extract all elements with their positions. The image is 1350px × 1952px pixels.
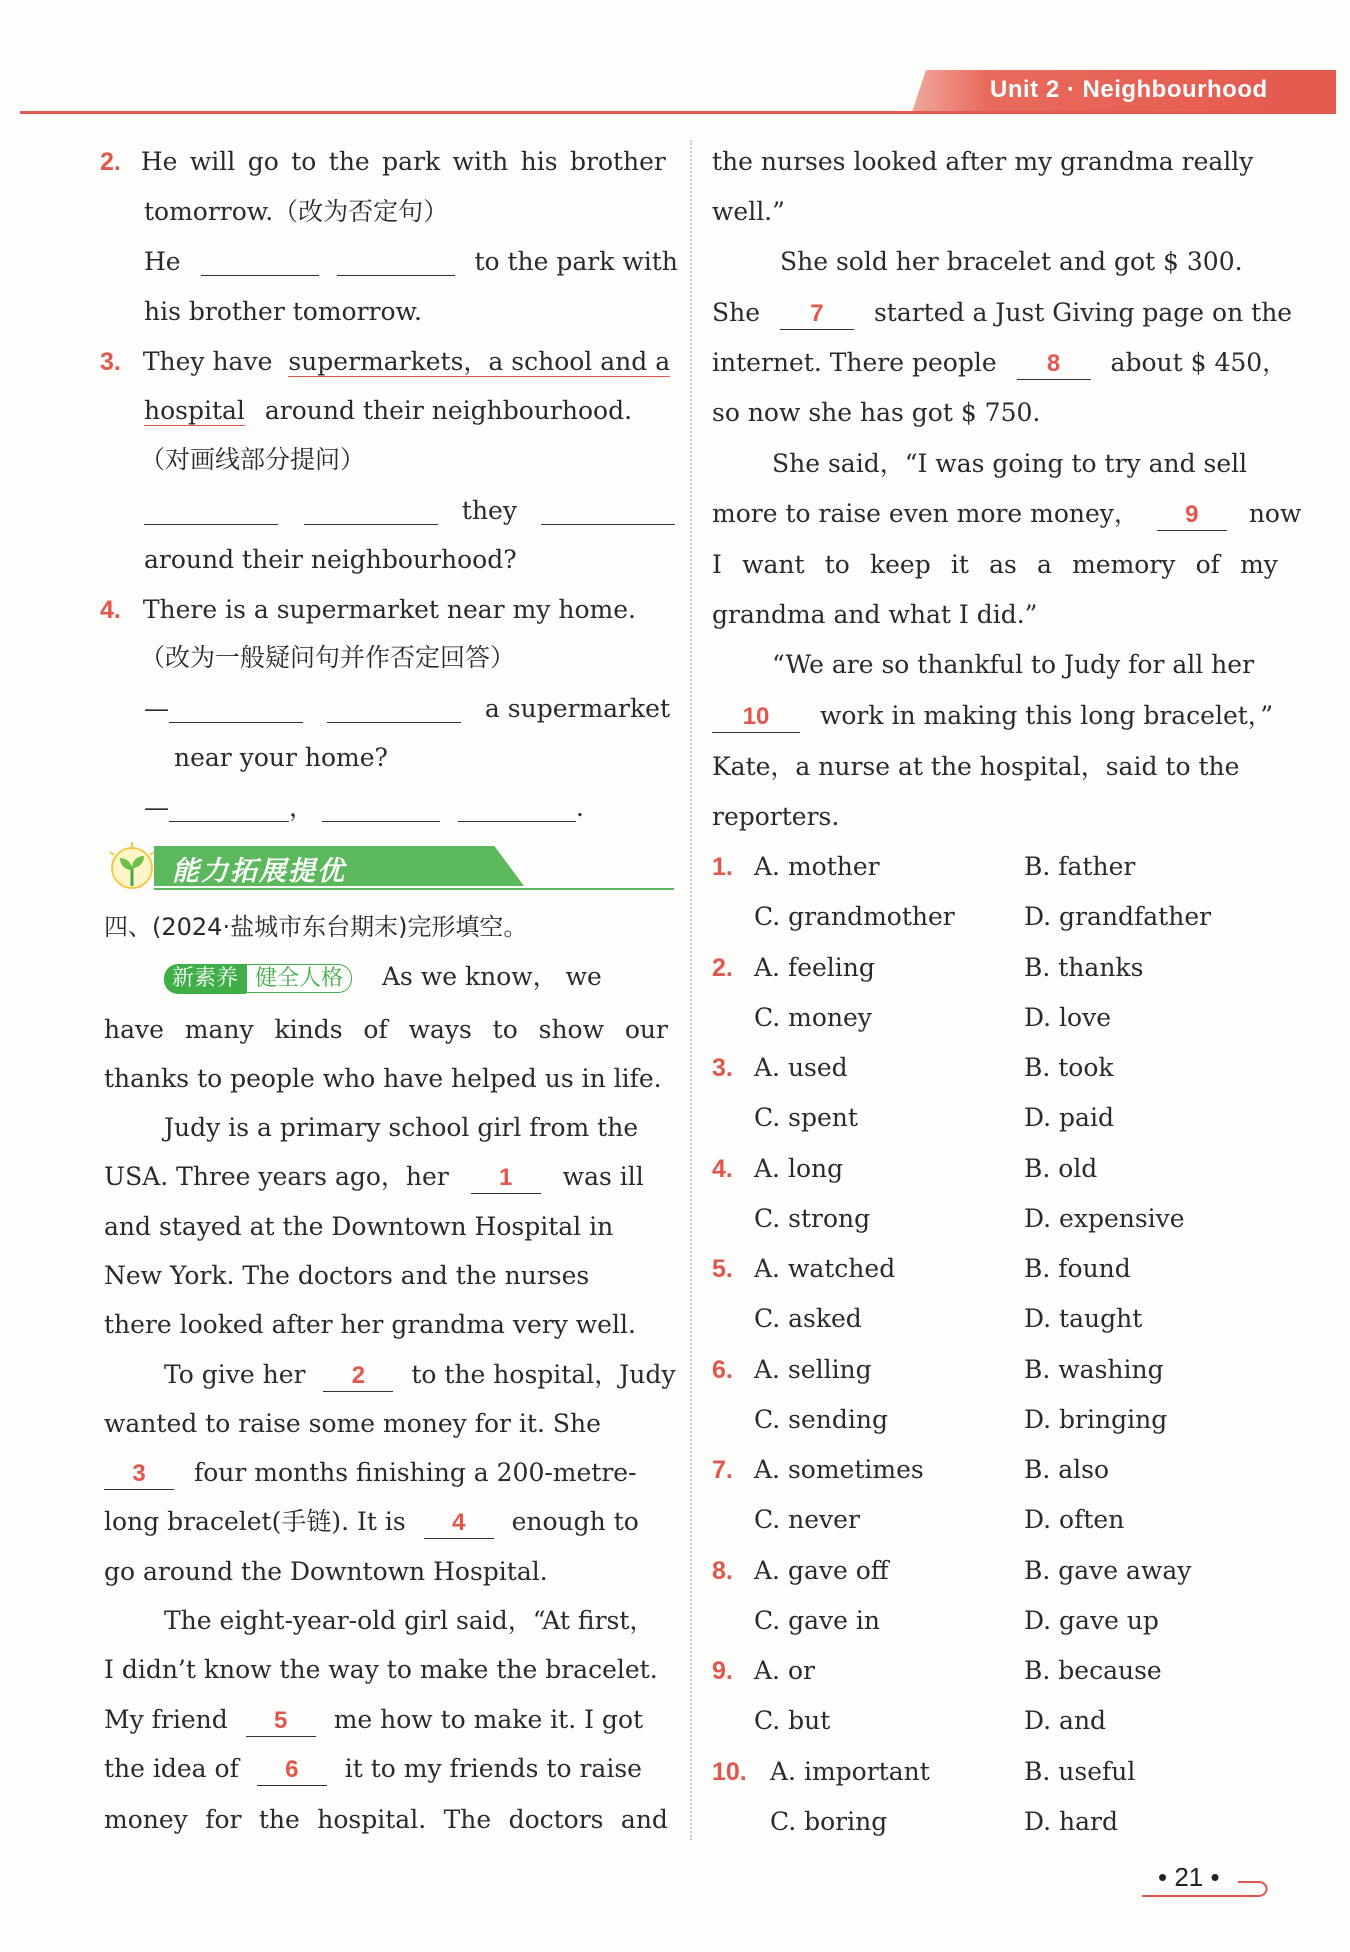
section-title: 能力拓展提优 <box>172 856 346 887</box>
option-a[interactable]: A. selling <box>754 1354 872 1384</box>
option-b[interactable]: B. old <box>1024 1153 1098 1183</box>
unit-header-title: Unit 2 · Neighbourhood <box>990 76 1268 103</box>
question-2-line: his brother tomorrow. <box>144 297 422 326</box>
option-d[interactable]: D. love <box>1024 1002 1112 1032</box>
passage-line: well.” <box>712 197 785 226</box>
question-4-instruction: （改为一般疑问句并作否定回答） <box>140 643 516 672</box>
passage-line: reporters. <box>712 802 840 831</box>
option-c[interactable]: C. but <box>754 1706 831 1735</box>
option-b[interactable]: B. useful <box>1024 1756 1136 1786</box>
option-d[interactable]: D. often <box>1024 1505 1125 1534</box>
option-number: 7. <box>712 1456 733 1484</box>
header-rule <box>20 111 1336 114</box>
answer-blank[interactable] <box>327 696 461 723</box>
passage-line: the nurses looked after my grandma really <box>712 147 1254 176</box>
answer-blank[interactable] <box>304 498 438 525</box>
option-a[interactable]: A. gave off <box>754 1555 889 1585</box>
passage-line: The eight-year-old girl said，“At first， <box>164 1606 655 1635</box>
passage-line: 新素养 健全人格 As we know， we <box>164 960 602 994</box>
option-c[interactable]: C. gave in <box>754 1605 881 1635</box>
passage-line: I want to keep it as a memory of my <box>712 550 1278 579</box>
answer-blank[interactable] <box>201 249 319 276</box>
option-number: 9. <box>712 1657 733 1685</box>
option-a[interactable]: A. used <box>754 1053 848 1082</box>
option-d[interactable]: D. gave up <box>1024 1605 1159 1635</box>
underlined-phrase: hospital <box>144 396 245 425</box>
option-a[interactable]: A. sometimes <box>754 1455 924 1484</box>
passage-line: internet. There people 8 about $ 450， <box>712 346 1287 380</box>
passage-line: She sold her bracelet and got $ 300. <box>780 247 1243 276</box>
passage-line: more to raise even more money， 9 now <box>712 497 1301 531</box>
section-banner <box>104 842 674 890</box>
answer-blank[interactable] <box>322 795 440 822</box>
answer-blank[interactable] <box>541 498 675 525</box>
passage-line: money for the hospital. The doctors and <box>104 1805 668 1834</box>
option-a[interactable]: A. important <box>770 1756 930 1786</box>
passage-line: go around the Downtown Hospital. <box>104 1557 548 1586</box>
option-number: 6. <box>712 1355 733 1384</box>
answer-blank[interactable] <box>169 795 289 822</box>
option-b[interactable]: B. also <box>1024 1455 1110 1484</box>
answer-blank[interactable] <box>458 795 576 822</box>
cloze-blank-2[interactable]: 2 <box>323 1361 393 1392</box>
answer-blank[interactable] <box>337 249 455 276</box>
option-c[interactable]: C. money <box>754 1002 872 1032</box>
cloze-blank-9[interactable]: 9 <box>1157 500 1227 531</box>
page-arrow-icon <box>1140 1870 1274 1900</box>
option-number: 1. <box>712 853 733 881</box>
badge-topic: 健全人格 <box>246 964 352 993</box>
option-c[interactable]: C. grandmother <box>754 902 955 931</box>
passage-line: and stayed at the Downtown Hospital in <box>104 1212 614 1241</box>
passage-line: 10 work in making this long bracelet，” <box>712 699 1273 733</box>
question-3-answer-line: they <box>144 494 675 528</box>
option-number: 3. <box>712 1054 733 1082</box>
option-number: 8. <box>712 1556 733 1585</box>
passage-line: there looked after her grandma very well. <box>104 1310 636 1339</box>
answer-blank[interactable] <box>144 498 278 525</box>
passage-line: Judy is a primary school girl from the <box>164 1113 639 1142</box>
option-number: 10. <box>712 1757 747 1786</box>
passage-line: She said，“I was going to try and sell <box>772 449 1248 478</box>
question-2: 2. He will go to the park with his brother <box>100 147 666 176</box>
option-c[interactable]: C. spent <box>754 1103 858 1132</box>
banner-rule <box>154 888 674 890</box>
passage-line: My friend 5 me how to make it. I got <box>104 1703 643 1737</box>
cloze-blank-3[interactable]: 3 <box>104 1459 174 1490</box>
passage-line: Kate，a nurse at the hospital，said to the <box>712 752 1240 781</box>
sprout-icon <box>104 842 160 892</box>
option-c[interactable]: C. sending <box>754 1404 888 1434</box>
option-c[interactable]: C. boring <box>770 1806 888 1836</box>
question-4-answer-line-2: — ， . <box>144 793 584 822</box>
cloze-blank-4[interactable]: 4 <box>424 1508 494 1539</box>
cloze-blank-10[interactable]: 10 <box>712 702 800 733</box>
passage-line: 3 four months finishing a 200-metre- <box>104 1456 637 1490</box>
passage-line: the idea of 6 it to my friends to raise <box>104 1752 642 1786</box>
option-d[interactable]: D. grandfather <box>1024 902 1212 931</box>
option-c[interactable]: C. never <box>754 1505 860 1534</box>
cloze-blank-5[interactable]: 5 <box>246 1706 316 1737</box>
passage-line: USA. Three years ago，her 1 was ill <box>104 1160 644 1194</box>
option-b[interactable]: B. took <box>1024 1053 1114 1082</box>
option-a[interactable]: A. watched <box>754 1254 896 1283</box>
option-a[interactable]: A. feeling <box>754 952 875 982</box>
section-4-heading: 四、(2024·盐城市东台期末)完形填空。 <box>104 913 528 941</box>
question-4-line: near your home? <box>174 743 388 772</box>
question-4: 4. There is a supermarket near my home. <box>100 595 636 624</box>
option-b[interactable]: B. father <box>1024 852 1136 881</box>
passage-line: thanks to people who have helped us in life. <box>104 1064 662 1093</box>
option-d[interactable]: D. and <box>1024 1706 1107 1735</box>
passage-line: grandma and what I did.” <box>712 600 1038 629</box>
option-b[interactable]: B. because <box>1024 1656 1162 1685</box>
cloze-blank-7[interactable]: 7 <box>780 299 854 330</box>
option-b[interactable]: B. gave away <box>1024 1555 1192 1585</box>
option-d[interactable]: D. taught <box>1024 1304 1143 1333</box>
badge-new-literacy: 新素养 <box>164 964 246 994</box>
cloze-blank-8[interactable]: 8 <box>1017 349 1091 380</box>
question-2-instruction: tomorrow.（改为否定句） <box>144 197 449 226</box>
option-c[interactable]: C. strong <box>754 1203 871 1233</box>
cloze-blank-1[interactable]: 1 <box>471 1163 541 1194</box>
option-number: 4. <box>712 1154 733 1183</box>
page-number: • 21 • <box>1158 1862 1220 1892</box>
question-3-line: around their neighbourhood? <box>144 545 517 574</box>
option-c[interactable]: C. asked <box>754 1304 862 1333</box>
passage-line: She 7 started a Just Giving page on the <box>712 296 1292 330</box>
passage-line: wanted to raise some money for it. She <box>104 1409 601 1438</box>
question-3-line-2: hospital around their neighbourhood. <box>144 396 633 425</box>
passage-line: I didn’t know the way to make the bracelet. <box>104 1655 658 1684</box>
passage-line: have many kinds of ways to show our <box>104 1015 668 1044</box>
option-a[interactable]: A. long <box>754 1153 844 1183</box>
option-number: 5. <box>712 1255 733 1283</box>
cloze-blank-6[interactable]: 6 <box>257 1755 327 1786</box>
column-divider <box>690 140 692 1840</box>
option-b[interactable]: B. thanks <box>1024 952 1144 982</box>
option-b[interactable]: B. found <box>1024 1254 1131 1283</box>
option-d[interactable]: D. paid <box>1024 1103 1114 1132</box>
answer-blank[interactable] <box>169 696 303 723</box>
passage-line: “We are so thankful to Judy for all her <box>772 650 1255 679</box>
option-a[interactable]: A. mother <box>754 852 880 881</box>
question-3: 3. They have supermarkets，a school and a <box>100 347 671 376</box>
option-number: 2. <box>712 953 733 982</box>
option-d[interactable]: D. expensive <box>1024 1203 1185 1233</box>
question-2-answer-line: He to the park with <box>144 247 678 276</box>
option-a[interactable]: A. or <box>754 1656 815 1685</box>
option-d[interactable]: D. bringing <box>1024 1404 1168 1434</box>
underlined-phrase: supermarkets，a school and a <box>288 347 671 376</box>
question-4-answer-line-1: — a supermarket <box>144 694 670 723</box>
passage-line: To give her 2 to the hospital，Judy <box>164 1358 675 1392</box>
passage-line: New York. The doctors and the nurses <box>104 1261 590 1290</box>
option-b[interactable]: B. washing <box>1024 1354 1164 1384</box>
passage-line: so now she has got $ 750. <box>712 398 1041 427</box>
option-d[interactable]: D. hard <box>1024 1806 1119 1836</box>
passage-line: long bracelet(手链). It is 4 enough to <box>104 1505 639 1539</box>
question-3-instruction: （对画线部分提问） <box>140 445 366 474</box>
